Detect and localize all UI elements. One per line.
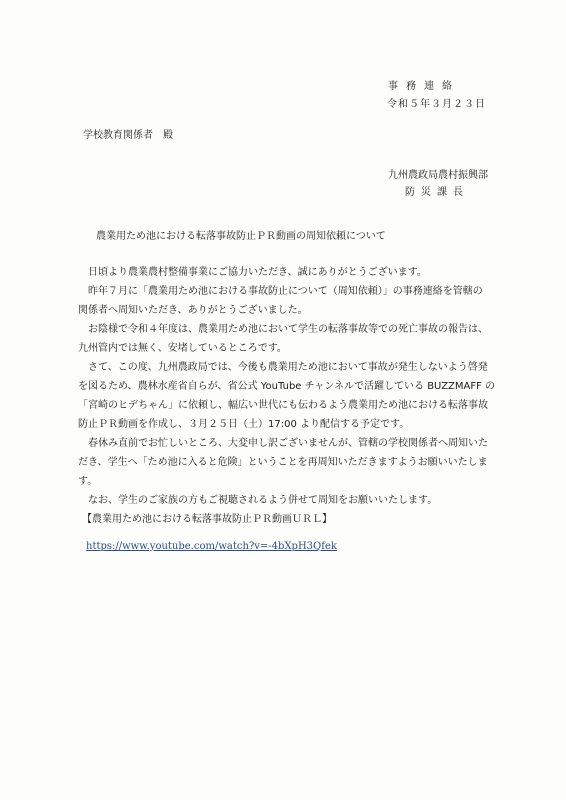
body-line: だき、学生へ「ため池に入ると危険」ということを再周知いただきますようお願いいたしま [78, 457, 488, 468]
body-line: す。 [78, 476, 98, 487]
document-date: 令和５年３月２３日 [387, 99, 486, 110]
recipient: 学校教育関係者 殿 [83, 130, 173, 141]
body-line: お陰様で令和４年度は、農業用ため池において学生の転落事故等での死亡事故の報告は、 [88, 324, 488, 335]
body-paragraph-1: 日頃より農業農村整備事業にご協力いただき、誠にありがとうございます。 [88, 267, 427, 278]
body-line: 防止ＰＲ動画を作成し、３月２５日（土）17:00 より配信する予定です。 [78, 419, 410, 430]
document-type-label: 事務連絡 [388, 81, 460, 92]
video-url-heading: 【農業用ため池における転落事故防止ＰＲ動画ＵＲＬ】 [82, 514, 332, 525]
body-line: を図るため、農林水産省自らが、省公式 YouTube チャンネルで活躍している BUZZMAFF の [78, 381, 496, 392]
body-line: 昨年７月に「農業用ため池における事故防止について（周知依頼）」の事務連絡を管轄の [88, 286, 483, 297]
sender-department: 九州農政局農村振興部 [388, 170, 488, 181]
document-body [78, 263, 516, 510]
body-paragraph-6: なお、学生のご家族の方もご視聴されるよう併せて周知をお願いいたします。 [88, 495, 438, 506]
body-line: 春休み直前でお忙しいところ、大変申し訳ございませんが、管轄の学校関係者へ周知いた [88, 438, 488, 449]
body-line: さて、この度、九州農政局では、今後も農業用ため池において事故が発生しないよう啓発 [88, 362, 488, 373]
body-line: 関係者へ周知いただき、ありがとうございました。 [78, 305, 308, 316]
body-line: 「宮崎のヒデちゃん」に依頼し、幅広い世代にも伝わるよう農業用ため池における転落事故 [78, 400, 488, 411]
video-url-link[interactable]: https://www.youtube.com/watch?v=-4bXpH3Qfek [86, 541, 337, 552]
body-line: 九州管内では無く、安堵しているところです。 [78, 343, 287, 354]
document-subject: 農業用ため池における転落事故防止ＰＲ動画の周知依頼について [96, 231, 386, 242]
sender-title: 防災課長 [405, 187, 469, 198]
